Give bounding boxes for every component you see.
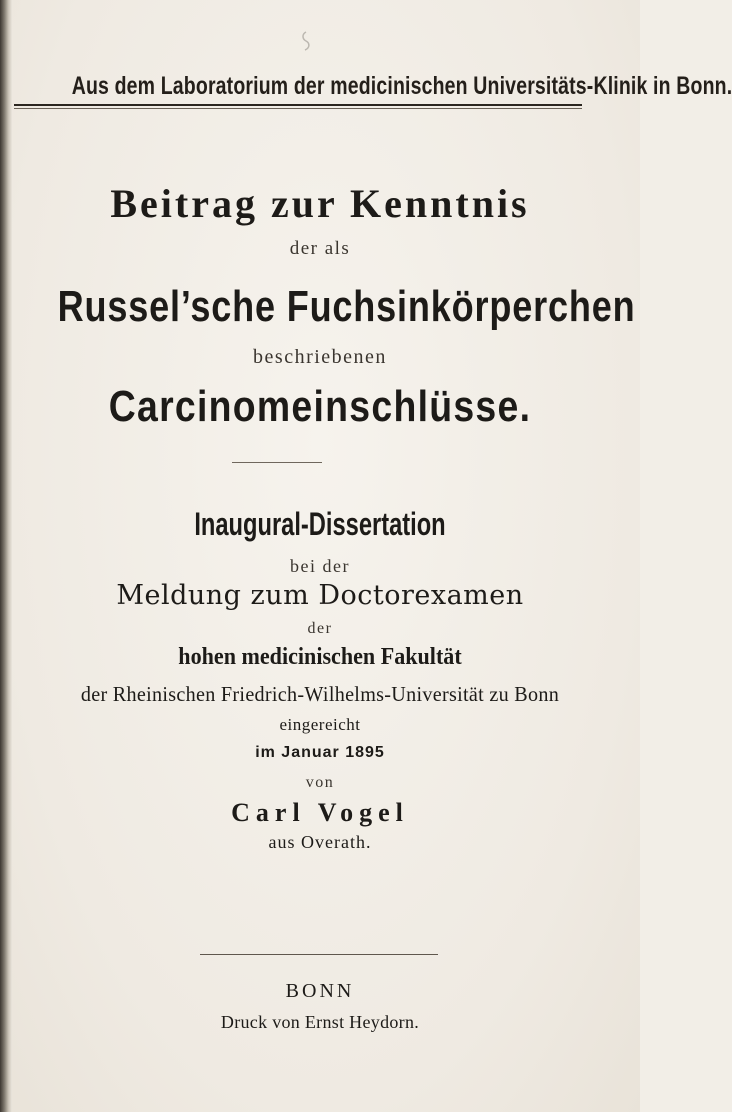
imprint-place: BONN	[285, 980, 355, 1002]
title-line-2: Russel’sche Fuchsinkörperchen	[57, 282, 636, 331]
section-divider	[232, 462, 322, 463]
author-origin: aus Overath.	[268, 832, 372, 852]
university-text: der Rheinischen Friedrich-Wilhelms-Universität zu Bonn	[80, 682, 560, 706]
meldung-text: Meldung zum Doctorexamen	[116, 580, 524, 611]
printer-line: Druck von Ernst Heydorn.	[220, 1012, 420, 1032]
header-rule-thin	[14, 108, 582, 109]
title-connector-2: beschriebenen	[253, 346, 387, 368]
faculty-text: hohen medicinischen Fakultät	[178, 644, 462, 670]
der-text: der	[307, 620, 333, 637]
ink-blot-mark	[298, 30, 314, 52]
dissertation-label: Inaugural-Dissertation	[194, 506, 446, 542]
date-text: im Januar 1895	[255, 744, 385, 761]
title-connector-1: der als	[289, 238, 351, 259]
author-name: Carl Vogel	[231, 798, 409, 827]
submitted-text: eingereicht	[279, 715, 361, 734]
title-line-3: Carcinomeinschlüsse.	[108, 382, 532, 431]
bei-der-text: bei der	[290, 556, 350, 576]
imprint-divider	[200, 954, 438, 955]
header-rule	[14, 104, 582, 106]
institution-header: Aus dem Laboratorium der medicinischen Universitäts-Klinik in Bonn.	[71, 72, 732, 100]
von-text: von	[305, 774, 335, 791]
title-line-1: Beitrag zur Kenntnis	[110, 181, 530, 226]
